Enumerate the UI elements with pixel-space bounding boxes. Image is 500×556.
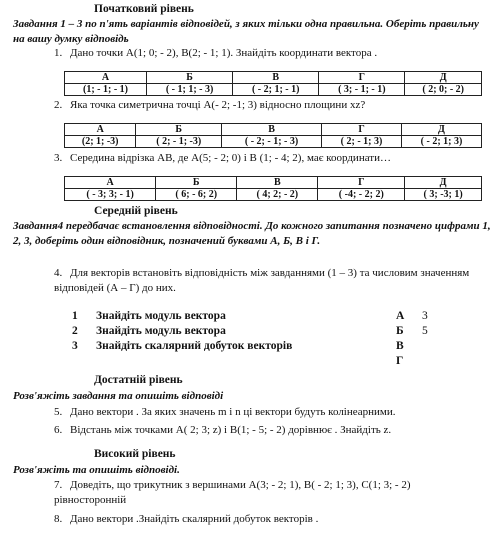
option-letter: Д <box>405 177 482 189</box>
level3-instruction: Розв'яжіть завдання та опишіть відповіді <box>13 390 224 402</box>
match-value <box>422 354 442 369</box>
option-letter: В <box>237 177 318 189</box>
option-letter: Б <box>147 72 233 84</box>
option-letter: Д <box>401 124 481 136</box>
match-letter: Г <box>396 355 404 367</box>
question-1: 1. Дано точки А(1; 0; - 2), В(2; - 1; 1). Знайдіть координати вектора . <box>54 47 378 59</box>
match-letter: А <box>396 310 405 322</box>
match-task: Знайдіть модуль вектора <box>96 325 226 337</box>
option-value: ( - 2; 1; - 1) <box>233 84 319 96</box>
match-number: 2 <box>72 325 78 337</box>
option-value: ( 2; 0; - 2) <box>405 84 482 96</box>
question-2: 2. Яка точка симетрична точці А(- 2; -1; 3) відносно площини хz? <box>54 99 366 111</box>
option-value: ( 3; -3; 1) <box>405 189 482 201</box>
option-value: ( 4; 2; - 2) <box>237 189 318 201</box>
option-letter: А <box>65 124 136 136</box>
level2-instruction: Завдання4 передбачає встановлення відповідності. До кожного запитання позначено цифрами 1, 2, 3, доберіть один відповідник, позначений буквами А, Б, В і Г. <box>13 220 491 247</box>
answer-table-3 <box>64 176 482 201</box>
option-letter: Г <box>318 177 405 189</box>
option-value: ( - 3; 3; - 1) <box>65 189 156 201</box>
option-value: (1; - 1; - 1) <box>65 84 147 96</box>
option-letter: А <box>65 177 156 189</box>
question-6: 6. Відстань між точками А( 2; 3; z) і В(1; - 5; - 2) дорівнює . Знайдіть z. <box>54 424 392 436</box>
question-3: 3. Середина відрізка АВ, де А(5; - 2; 0) і В (1; - 4; 2), має координати… <box>54 152 391 164</box>
table-row <box>65 72 482 84</box>
match-value <box>422 339 442 354</box>
match-number <box>72 354 96 369</box>
question-4: 4. Для векторів встановіть відповідність між завданнями (1 – 3) та числовим значенням відповідей (А – Г) до них. <box>54 267 470 294</box>
option-letter: В <box>222 124 322 136</box>
table-row <box>72 324 442 339</box>
option-letter: В <box>233 72 319 84</box>
option-letter: А <box>65 72 147 84</box>
option-value: ( - 2; 1; 3) <box>401 136 481 148</box>
table-row <box>72 309 442 324</box>
match-value: 3 <box>422 310 428 322</box>
match-number: 3 <box>72 340 78 352</box>
table-row <box>65 177 482 189</box>
option-letter: Б <box>136 124 222 136</box>
answer-table-1 <box>64 71 482 96</box>
question-8: 8. Дано вектори .Знайдіть скалярний добуток векторів . <box>54 513 319 525</box>
match-task: Знайдіть скалярний добуток векторів <box>96 340 293 352</box>
level3-title: Достатній рівень <box>94 374 183 386</box>
table-row <box>65 124 482 136</box>
option-value: ( - 1; 1; - 3) <box>147 84 233 96</box>
option-value: ( 2; - 1; 3) <box>322 136 402 148</box>
option-letter: Г <box>322 124 402 136</box>
option-value: ( -4; - 2; 2) <box>318 189 405 201</box>
matching-table <box>72 309 442 369</box>
table-row <box>65 136 482 148</box>
table-row <box>72 339 442 354</box>
level2-title: Середній рівень <box>94 205 178 217</box>
option-value: ( 6; - 6; 2) <box>156 189 237 201</box>
option-value: ( 2; - 1; -3) <box>136 136 222 148</box>
match-task: Знайдіть модуль вектора <box>96 310 226 322</box>
answer-table-2 <box>64 123 482 148</box>
option-value: ( - 2; - 1; - 3) <box>222 136 322 148</box>
match-task <box>96 354 396 369</box>
match-value: 5 <box>422 325 428 337</box>
match-letter: В <box>396 340 404 352</box>
level1-title: Початковий рівень <box>94 3 194 15</box>
question-5: 5. Дано вектори . За яких значень m і n ці вектори будуть колінеарними. <box>54 406 396 418</box>
option-value: ( 3; - 1; - 1) <box>319 84 405 96</box>
option-value: (2; 1; -3) <box>65 136 136 148</box>
level4-title: Високий рівень <box>94 448 176 460</box>
match-number: 1 <box>72 310 78 322</box>
question-7: 7. Доведіть, що трикутник з вершинами А(3; - 2; 1), В( - 2; 1; 3), С(1; 3; - 2) рівносторонній <box>54 479 411 506</box>
table-row <box>72 354 442 369</box>
option-letter: Б <box>156 177 237 189</box>
option-letter: Г <box>319 72 405 84</box>
table-row <box>65 189 482 201</box>
match-letter: Б <box>396 325 404 337</box>
level4-instruction: Розв'яжіть та опишіть відповіді. <box>13 464 180 476</box>
option-letter: Д <box>405 72 482 84</box>
level1-instruction: Завдання 1 – 3 по п'ять варіантів відповідей, з яких тільки одна правильна. Оберіть правильну на вашу думку відповідь <box>13 18 479 45</box>
table-row <box>65 84 482 96</box>
